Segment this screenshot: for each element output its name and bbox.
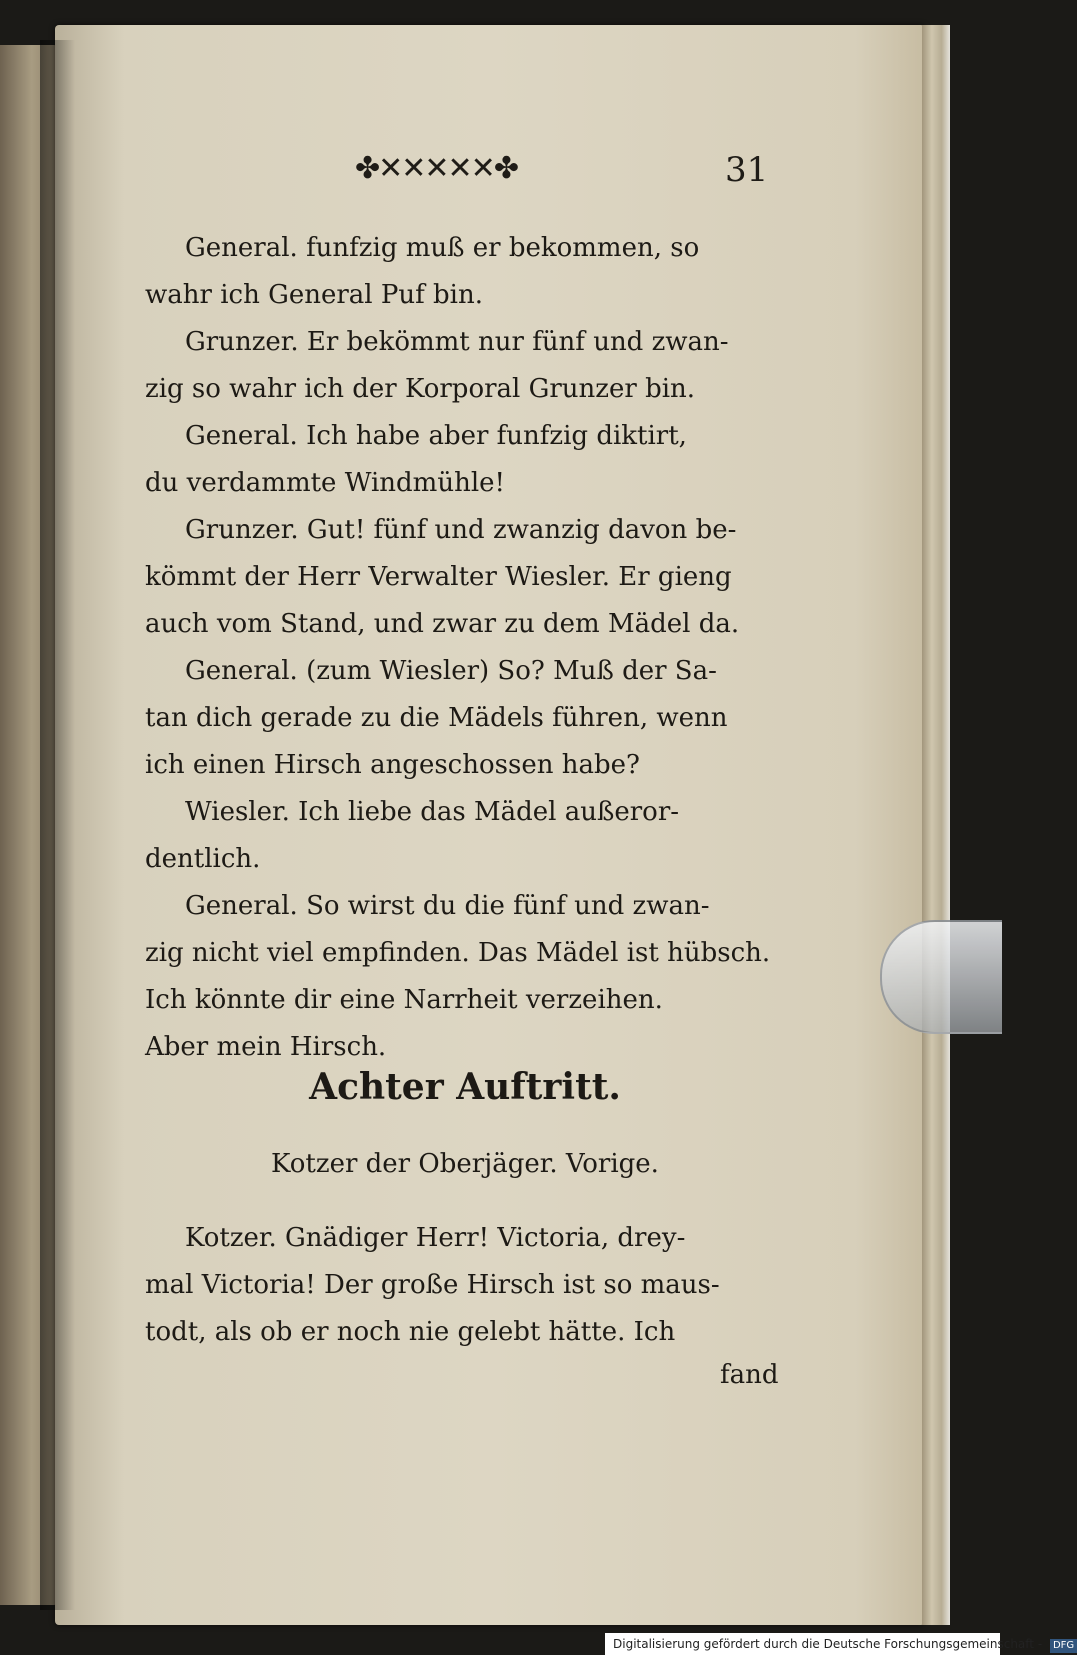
text-line: mal Victoria! Der große Hirsch ist so maus-: [145, 1270, 720, 1300]
dfg-logo: DFG: [1050, 1639, 1077, 1653]
text-line: General. funfzig muß er bekommen, so: [185, 233, 700, 263]
scene-cast: Kotzer der Oberjäger. Vorige.: [271, 1149, 659, 1179]
text-line: Wiesler. Ich liebe das Mädel außeror-: [185, 797, 680, 827]
text-line: wahr ich General Puf bin.: [145, 280, 483, 310]
text-line: General. So wirst du die fünf und zwan-: [185, 891, 710, 921]
text-line: du verdammte Windmühle!: [145, 468, 505, 498]
text-line: auch vom Stand, und zwar zu dem Mädel da.: [145, 609, 740, 639]
text-line: Grunzer. Gut! fünf und zwanzig davon be-: [185, 515, 737, 545]
text-line: todt, als ob er noch nie gelebt hätte. Ich: [145, 1317, 676, 1347]
dialogue-block-1: [145, 225, 785, 1071]
text-line: dentlich.: [145, 844, 261, 874]
page-holder-clip: [880, 920, 1002, 1034]
text-line: zig so wahr ich der Korporal Grunzer bin.: [145, 374, 696, 404]
page-number: 31: [725, 150, 769, 190]
header-ornament: ✤✕✕✕✕✕✤: [355, 151, 517, 186]
text-line: General. (zum Wiesler) So? Muß der Sa-: [185, 656, 717, 686]
catchword: fand: [720, 1360, 779, 1390]
text-line: Ich könnte dir eine Narrheit verzeihen.: [145, 985, 663, 1015]
text-line: zig nicht viel empfinden. Das Mädel ist hübsch.: [145, 938, 771, 968]
text-line: Kotzer. Gnädiger Herr! Victoria, drey-: [185, 1223, 686, 1253]
text-line: kömmt der Herr Verwalter Wiesler. Er gieng: [145, 562, 732, 592]
text-line: tan dich gerade zu die Mädels führen, wenn: [145, 703, 728, 733]
text-line: General. Ich habe aber funfzig diktirt,: [185, 421, 687, 451]
text-line: ich einen Hirsch angeschossen habe?: [145, 750, 640, 780]
text-line: Aber mein Hirsch.: [145, 1032, 387, 1062]
page-stack-edge: [922, 25, 950, 1625]
text-line: Grunzer. Er bekömmt nur fünf und zwan-: [185, 327, 729, 357]
spine-shadow: [40, 40, 75, 1610]
digitization-credit: [605, 1633, 1075, 1655]
dialogue-block-2: [145, 1215, 785, 1356]
scene-heading: Achter Auftritt.: [309, 1066, 621, 1108]
credit-text: Digitalisierung gefördert durch die Deutsche Forschungsgemeinschaft -: [613, 1637, 1043, 1651]
